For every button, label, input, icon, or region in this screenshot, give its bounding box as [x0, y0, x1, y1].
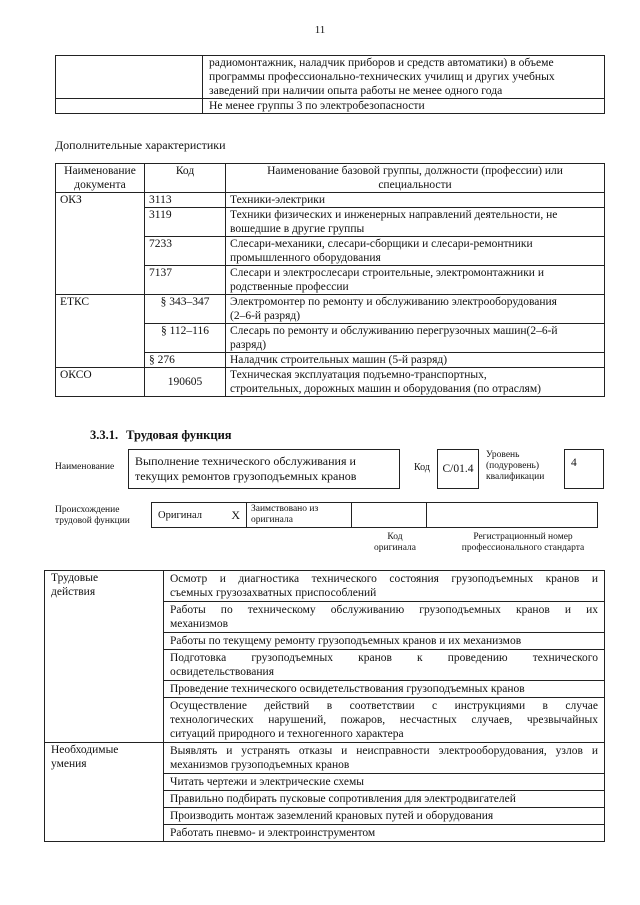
code-label: Код — [414, 462, 430, 473]
section-number: 3.3.1. — [90, 428, 119, 442]
section-label-cell: Трудовые действия — [45, 571, 164, 743]
text-line: программы профессионально-технических училищ и других учебных — [209, 70, 555, 83]
skill-cell: Работать пневмо- и электроинструментом — [164, 825, 605, 842]
origin-row — [152, 502, 598, 528]
skill-cell: Правильно подбирать пусковые сопротивления для электродвигателей — [164, 791, 605, 808]
doc-cell: ЕТКС — [56, 295, 145, 368]
skill-cell: Читать чертежи и электрические схемы — [164, 774, 605, 791]
action-cell: Осмотр и диагностика технического состояния грузоподъемных кранов и съемных грузозахватных приспособлений — [164, 571, 605, 602]
page-number: 11 — [314, 24, 326, 36]
table-cell — [56, 56, 203, 99]
name-cell: Электромонтер по ремонту и обслуживанию электрооборудования (2–6-й разряд) — [226, 295, 605, 324]
code-cell: 3119 — [145, 208, 226, 237]
borrowed-cell: Заимствовано из оригинала — [246, 502, 352, 528]
doc-cell: ОКСО — [56, 368, 145, 397]
characteristics-table — [55, 163, 605, 397]
qualification-level-box: 4 — [564, 449, 604, 489]
table-row — [56, 368, 605, 397]
code-cell: § 276 — [145, 353, 226, 368]
table-header-row — [56, 164, 605, 193]
name-cell: Техники-электрики — [226, 193, 605, 208]
header-doc: Наименование документа — [56, 164, 145, 193]
name-cell: Слесарь по ремонту и обслуживанию перегрузочных машин(2–6-й разряд) — [226, 324, 605, 353]
table-cell — [203, 56, 605, 99]
name-cell: Наладчик строительных машин (5-й разряд) — [226, 353, 605, 368]
table-cell — [56, 99, 203, 114]
origin-label: Происхождение трудовой функции — [55, 505, 130, 526]
action-cell: Работы по техническому обслуживанию грузоподъемных кранов и их механизмов — [164, 602, 605, 633]
code-cell: § 343–347 — [145, 295, 226, 324]
labor-actions-table — [44, 570, 605, 842]
qualification-level-label: Уровень (подуровень) квалификации — [486, 450, 545, 482]
text-line: заведений при наличии опыта работы не менее одного года — [209, 84, 503, 97]
name-cell: Техническая эксплуатация подъемно-транспортных, строительных, дорожных машин и оборудования (по отраслям) — [226, 368, 605, 397]
header-code: Код — [145, 164, 226, 193]
name-cell: Слесари и электрослесари строительные, электромонтажники и родственные профессии — [226, 266, 605, 295]
table-row — [45, 571, 605, 602]
original-code-cell — [351, 502, 427, 528]
action-cell: Проведение технического освидетельствования грузоподъемных кранов — [164, 681, 605, 698]
table-row — [45, 743, 605, 774]
table-row — [56, 193, 605, 208]
additional-characteristics-heading: Дополнительные характеристики — [55, 138, 226, 152]
code-cell: 7233 — [145, 237, 226, 266]
registration-number-caption: Регистрационный номер профессионального стандарта — [461, 532, 585, 553]
section-title-text: Трудовая функция — [126, 428, 232, 442]
skill-cell: Производить монтаж заземлений крановых путей и оборудования — [164, 808, 605, 825]
action-cell: Осуществление действий в соответствии с инструкциями в случае технологических нарушений, пожаров, несчастных случаев, чрезвычайных ситуаций природного и техногенного характера — [164, 698, 605, 743]
original-cell — [151, 502, 247, 528]
skill-cell: Выявлять и устранять отказы и неисправности электрооборудования, узлов и механизмов грузоподъемных кранов — [164, 743, 605, 774]
function-code-box: С/01.4 — [437, 449, 479, 489]
name-cell: Слесари-механики, слесари-сборщики и слесари-ремонтники промышленного оборудования — [226, 237, 605, 266]
function-name-box — [128, 449, 400, 489]
table-row — [56, 295, 605, 324]
section-title — [90, 428, 232, 443]
registration-number-cell — [426, 502, 598, 528]
original-mark: X — [231, 508, 240, 522]
header-name: Наименование базовой группы, должности (профессии) или специальности — [226, 164, 605, 193]
name-cell: Техники физических и инженерных направлений деятельности, не вошедшие в другие группы — [226, 208, 605, 237]
text-line: радиомонтажник, наладчик приборов и средств автоматики) в объеме — [209, 56, 554, 69]
code-cell: 7137 — [145, 266, 226, 295]
function-name-line: текущих ремонтов грузоподъемных кранов — [135, 469, 357, 483]
action-cell: Подготовка грузоподъемных кранов к проведению технического освидетельствования — [164, 650, 605, 681]
function-name-line: Выполнение технического обслуживания и — [135, 454, 356, 468]
action-cell: Работы по текущему ремонту грузоподъемных кранов и их механизмов — [164, 633, 605, 650]
section-label-cell: Необходимые умения — [45, 743, 164, 842]
table-cell: Не менее группы 3 по электробезопасности — [203, 99, 605, 114]
code-cell: 190605 — [145, 368, 226, 397]
original-label: Оригинал — [158, 510, 202, 521]
education-requirements-table — [55, 55, 605, 114]
original-code-caption: Код оригинала — [374, 532, 416, 553]
code-cell: § 112–116 — [145, 324, 226, 353]
code-cell: 3113 — [145, 193, 226, 208]
doc-cell: ОКЗ — [56, 193, 145, 295]
name-label: Наименование — [55, 462, 115, 472]
